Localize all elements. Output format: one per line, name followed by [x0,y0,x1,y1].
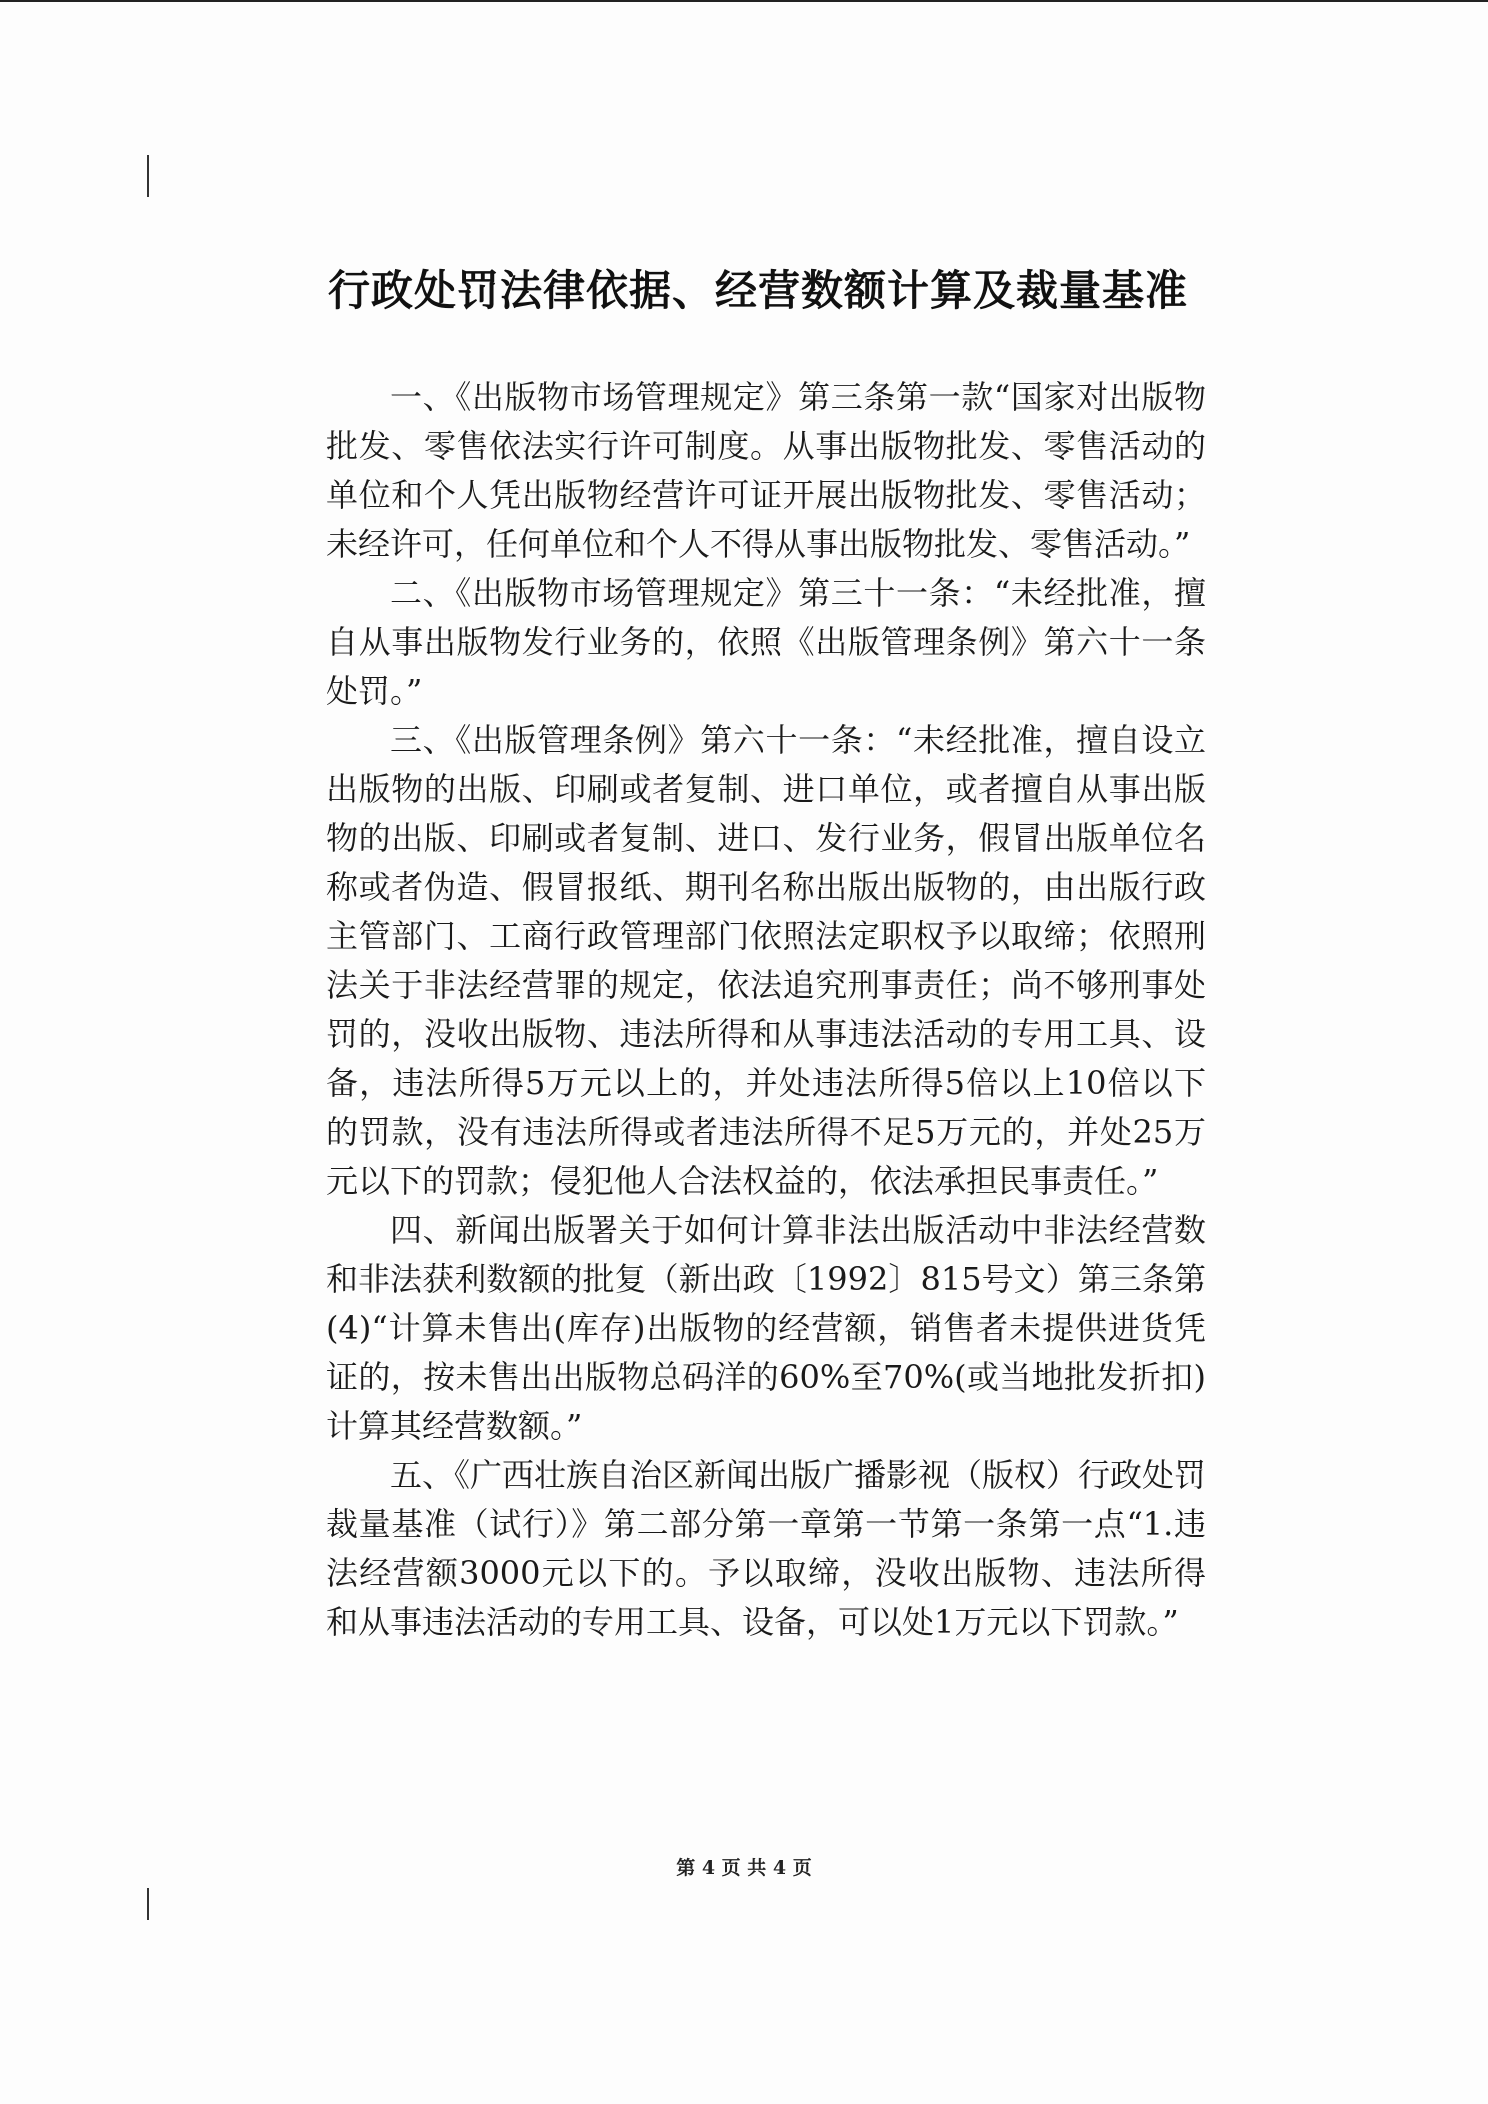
paragraph-1: 一、《出版物市场管理规定》第三条第一款“国家对出版物批发、零售依法实行许可制度。从事出版物批发、零售活动的单位和个人凭出版物经营许可证开展出版物批发、零售活动；未经许可，任何单位和个人不得从事出版物批发、零售活动。” [326,378,1206,563]
paragraph-4: 四、新闻出版署关于如何计算非法出版活动中非法经营数和非法获利数额的批复（新出政〔1992〕815号文）第三条第(4)“计算未售出(库存)出版物的经营额，销售者未提供进货凭证的，按未售出出版物总码洋的60%至70%(或当地批发折扣)计算其经营数额。” [326,1211,1206,1445]
page-number-footer: 第 4 页 共 4 页 [676,1857,812,1879]
scan-top-edge [0,0,1488,2]
paragraph-3: 三、《出版管理条例》第六十一条：“未经批准，擅自设立出版物的出版、印刷或者复制、进口单位，或者擅自从事出版物的出版、印刷或者复制、进口、发行业务，假冒出版单位名称或者伪造、假冒报纸、期刊名称出版出版物的，由出版行政主管部门、工商行政管理部门依照法定职权予以取缔；依照刑法关于非法经营罪的规定，依法追究刑事责任；尚不够刑事处罚的，没收出版物、违法所得和从事违法活动的专用工具、设备，违法所得5万元以上的，并处违法所得5倍以上10倍以下的罚款，没有违法所得或者违法所得不足5万元的，并处25万元以下的罚款；侵犯他人合法权益的，依法承担民事责任。” [326,721,1206,1200]
paragraph-2: 二、《出版物市场管理规定》第三十一条：“未经批准，擅自从事出版物发行业务的，依照《出版管理条例》第六十一条处罚。” [326,574,1206,710]
document-title: 行政处罚法律依据、经营数额计算及裁量基准 [328,266,1189,315]
paragraph-5: 五、《广西壮族自治区新闻出版广播影视（版权）行政处罚裁量基准（试行）》第二部分第一章第一节第一条第一点“1.违法经营额3000元以下的。予以取缔，没收出版物、违法所得和从事违法活动的专用工具、设备，可以处1万元以下罚款。” [326,1456,1207,1641]
binding-mark-upper [147,155,149,197]
document-body [326,373,1206,1647]
binding-mark-lower [147,1888,149,1920]
